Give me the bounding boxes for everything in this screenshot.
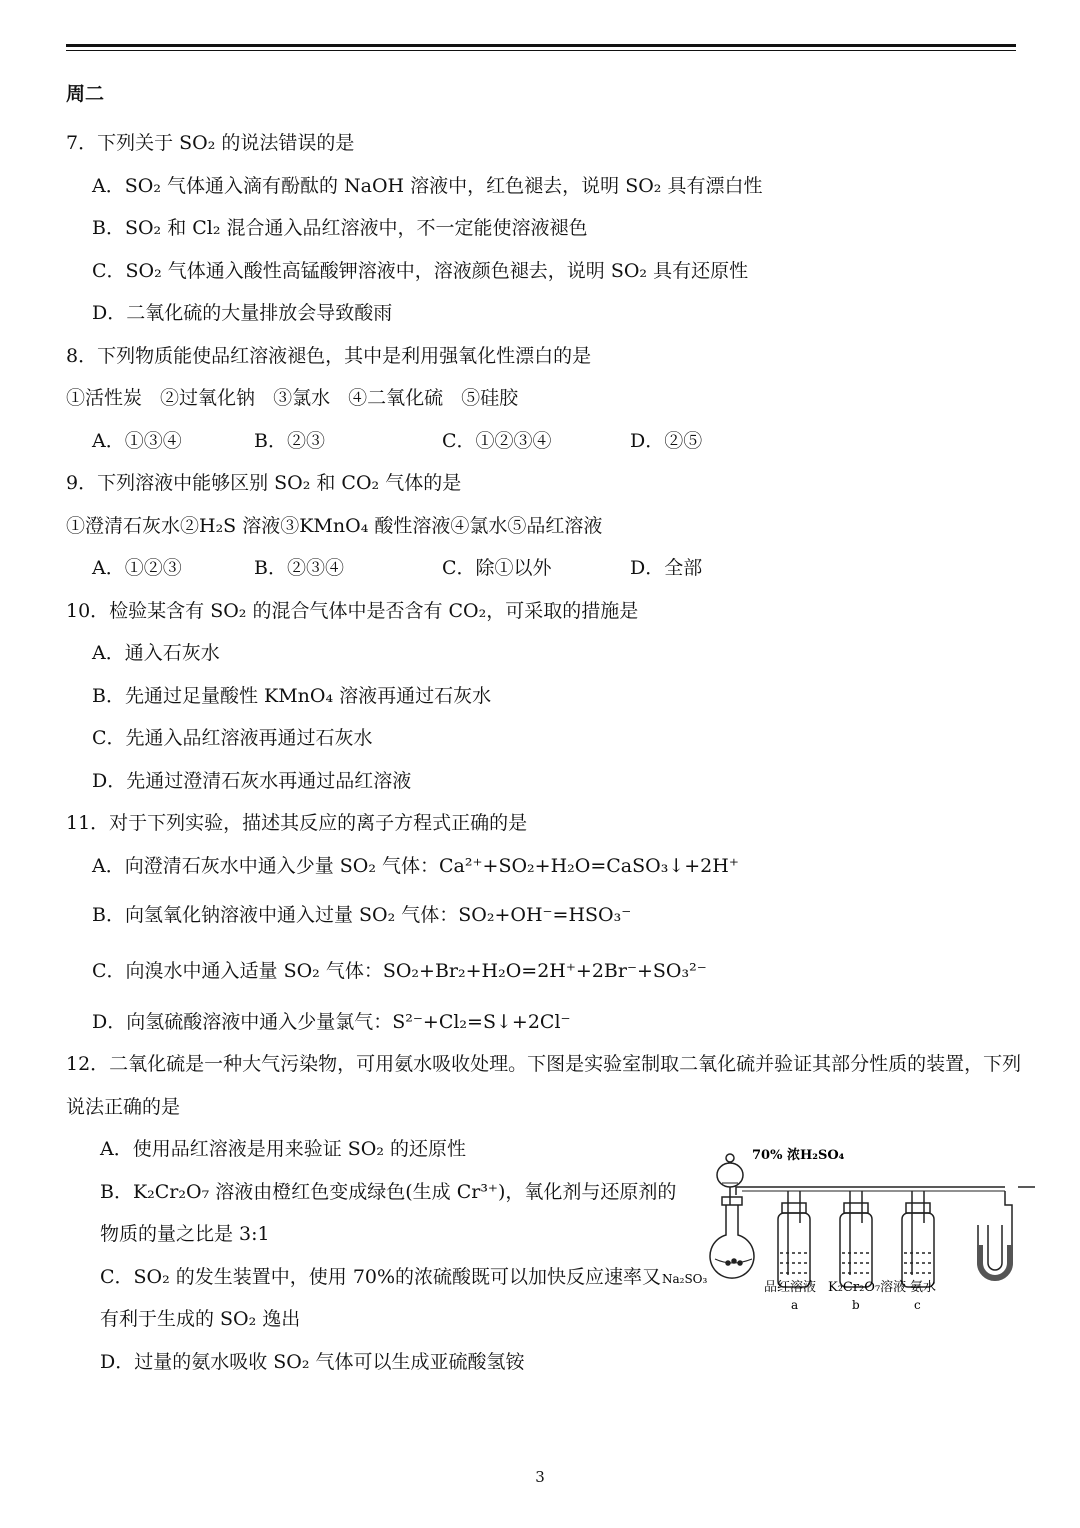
q7-stem: 7．下列关于 SO₂ 的说法错误的是: [66, 132, 355, 154]
q10-option-d: D．先通过澄清石灰水再通过品红溶液: [92, 770, 412, 792]
q11-option-c: C．向溴水中通入适量 SO₂ 气体：SO₂+Br₂+H₂O=2H⁺+2Br⁻+SO₃²⁻: [92, 960, 707, 982]
q10-option-b: B．先通过足量酸性 KMnO₄ 溶液再通过石灰水: [92, 685, 492, 707]
acid-label: 70% 浓H₂SO₄: [752, 1148, 845, 1163]
q12-option-d: D．过量的氨水吸收 SO₂ 气体可以生成亚硫酸氢铵: [100, 1351, 525, 1373]
solid-label: Na₂SO₃: [662, 1272, 708, 1286]
bottle-a-label: 品红溶液: [764, 1280, 817, 1295]
q11-option-a: A．向澄清石灰水中通入少量 SO₂ 气体：Ca²⁺+SO₂+H₂O=CaSO₃↓+2H⁺: [92, 855, 739, 877]
bottle-c-label: 氨水: [910, 1280, 937, 1295]
q7-option-c: C．SO₂ 气体通入酸性高锰酸钾溶液中，溶液颜色褪去，说明 SO₂ 具有还原性: [92, 260, 749, 282]
q9-items: ①澄清石灰水②H₂S 溶液③KMnO₄ 酸性溶液④氯水⑤品红溶液: [66, 515, 603, 537]
header-rule-thick: [66, 44, 1016, 47]
q10-stem: 10．检验某含有 SO₂ 的混合气体中是否含有 CO₂，可采取的措施是: [66, 600, 639, 622]
q7-option-b: B．SO₂ 和 Cl₂ 混合通入品红溶液中，不一定能使溶液褪色: [92, 217, 588, 239]
bottle-a-letter: a: [791, 1298, 799, 1312]
q12-stem-line1: 12．二氧化硫是一种大气污染物，可用氨水吸收处理。下图是实验室制取二氧化硫并验证其部分性质的装置，下列: [66, 1053, 1022, 1075]
section-heading: 周二: [66, 83, 105, 105]
q8-option-b: B．②③: [254, 430, 325, 452]
q9-option-c: C．除①以外: [442, 557, 552, 579]
q10-option-a: A．通入石灰水: [92, 642, 220, 664]
q12-option-a: A．使用品红溶液是用来验证 SO₂ 的还原性: [100, 1138, 467, 1160]
q8-option-c: C．①②③④: [442, 430, 552, 452]
page-number: 3: [535, 1468, 545, 1486]
q9-stem: 9．下列溶液中能够区别 SO₂ 和 CO₂ 气体的是: [66, 472, 462, 494]
q12-option-b: B．K₂Cr₂O₇ 溶液由橙红色变成绿色(生成 Cr³⁺)，氧化剂与还原剂的: [100, 1181, 677, 1203]
q8-option-d: D．②⑤: [630, 430, 703, 452]
q10-option-c: C．先通入品红溶液再通过石灰水: [92, 727, 373, 749]
q9-option-d: D．全部: [630, 557, 703, 579]
u-tube: [978, 1187, 1035, 1280]
q12-option-c: C．SO₂ 的发生装置中，使用 70%的浓硫酸既可以加快反应速率又: [100, 1266, 662, 1288]
q11-option-b: B．向氢氧化钠溶液中通入过量 SO₂ 气体：SO₂+OH⁻=HSO₃⁻: [92, 904, 632, 926]
q12-option-c-cont: 有利于生成的 SO₂ 逸出: [100, 1308, 301, 1330]
flask: [710, 1187, 1005, 1278]
bottle-b-letter: b: [852, 1298, 860, 1312]
bottle-c: [902, 1191, 934, 1287]
q11-stem: 11．对于下列实验，描述其反应的离子方程式正确的是: [66, 812, 528, 834]
bottle-b: [840, 1191, 872, 1287]
q7-option-a: A．SO₂ 气体通入滴有酚酞的 NaOH 溶液中，红色褪去，说明 SO₂ 具有漂白性: [92, 175, 763, 197]
q8-option-a: A．①③④: [92, 430, 182, 452]
q9-option-a: A．①②③: [92, 557, 182, 579]
bottle-b-label: K₂Cr₂O₇溶液: [828, 1280, 907, 1295]
header-rule-thin: [66, 50, 1016, 51]
bottle-c-letter: c: [914, 1298, 921, 1312]
q12-stem-line2: 说法正确的是: [66, 1096, 181, 1118]
q7-option-d: D．二氧化硫的大量排放会导致酸雨: [92, 302, 393, 324]
q9-option-b: B．②③④: [254, 557, 344, 579]
bottle-a: [778, 1191, 810, 1287]
q8-items: ①活性炭 ②过氧化钠 ③氯水 ④二氧化硫 ⑤硅胶: [66, 387, 519, 409]
q8-stem: 8．下列物质能使品红溶液褪色，其中是利用强氧化性漂白的是: [66, 345, 592, 367]
q11-option-d: D．向氢硫酸溶液中通入少量氯气：S²⁻+Cl₂=S↓+2Cl⁻: [92, 1011, 571, 1033]
q12-option-b-cont: 物质的量之比是 3:1: [100, 1223, 270, 1245]
apparatus-figure: [660, 1135, 1040, 1325]
